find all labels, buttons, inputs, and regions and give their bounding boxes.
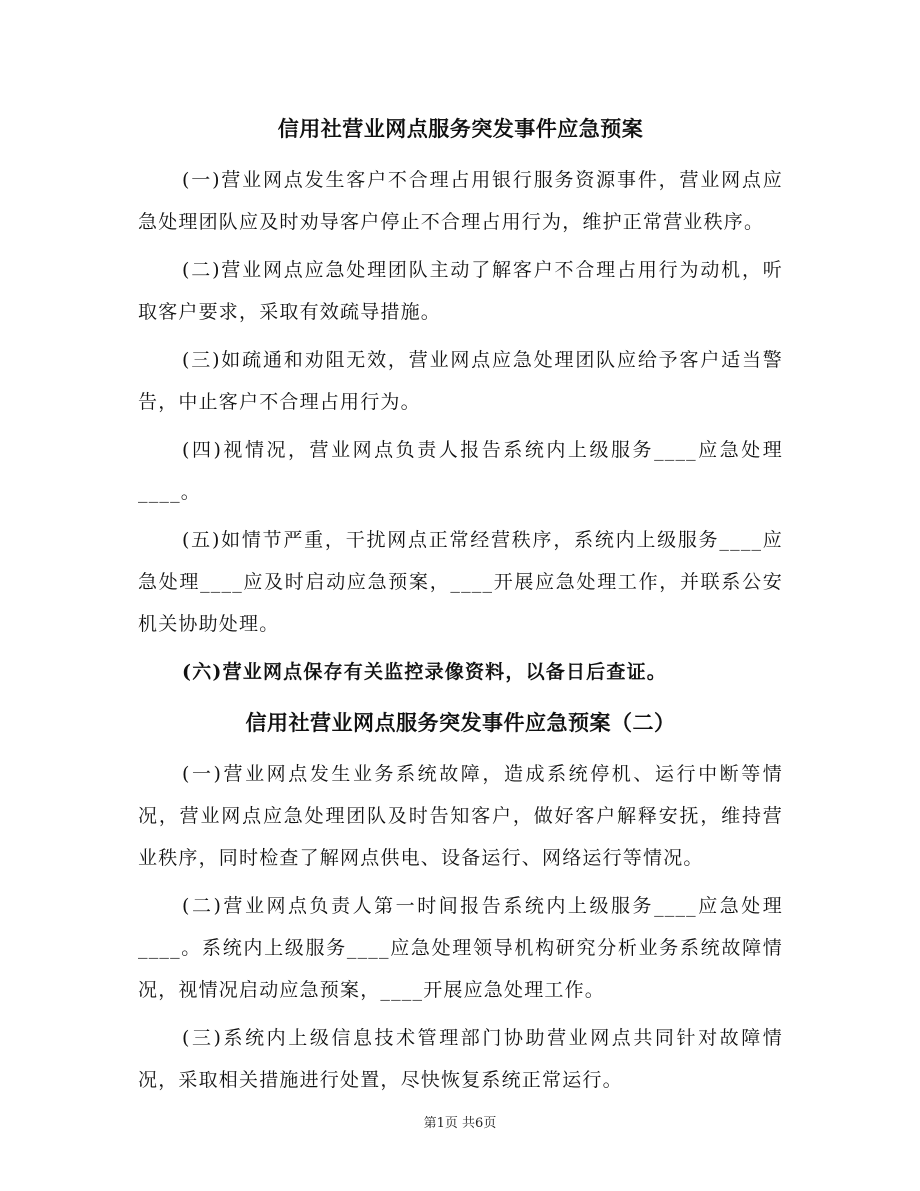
paragraph-1-1: (一)营业网点发生客户不合理占用银行服务资源事件，营业网点应急处理团队应及时劝导客户停止不合理占用行为，维护正常营业秩序。 xyxy=(138,169,783,233)
paragraph-1-4: (四)视情况，营业网点负责人报告系统内上级服务____应急处理____。 xyxy=(138,439,783,503)
page-number-footer: 第1页 共6页 xyxy=(423,1116,497,1131)
section-title-1: 信用社营业网点服务突发事件应急预案 xyxy=(277,116,644,141)
paragraph-1-2: (二)营业网点应急处理团队主动了解客户不合理占用行为动机，听取客户要求，采取有效疏导措施。 xyxy=(138,259,783,323)
paragraph-2-2: (二)营业网点负责人第一时间报告系统内上级服务____应急处理____。系统内上级服务____应急处理领导机构研究分析业务系统故障情况，视情况启动应急预案，____开展应急处理工作。 xyxy=(138,895,783,1001)
paragraph-1-5: (五)如情节严重，干扰网点正常经营秩序，系统内上级服务____应急处理____应及时启动应急预案，____开展应急处理工作，并联系公安机关协助处理。 xyxy=(138,529,783,635)
section-title-2: 信用社营业网点服务突发事件应急预案（二） xyxy=(245,710,676,735)
paragraph-1-6: (六)营业网点保存有关监控录像资料，以备日后查证。 xyxy=(182,661,667,683)
paragraph-1-3: (三)如疏通和劝阻无效，营业网点应急处理团队应给予客户适当警告，中止客户不合理占用行为。 xyxy=(138,349,783,413)
document-body xyxy=(138,113,783,1107)
paragraph-2-1: (一)营业网点发生业务系统故障，造成系统停机、运行中断等情况，营业网点应急处理团队及时告知客户，做好客户解释安抚，维持营业秩序，同时检查了解网点供电、设备运行、网络运行等情况。 xyxy=(138,763,783,869)
paragraph-2-3: (三)系统内上级信息技术管理部门协助营业网点共同针对故障情况，采取相关措施进行处置，尽快恢复系统正常运行。 xyxy=(138,1027,783,1091)
